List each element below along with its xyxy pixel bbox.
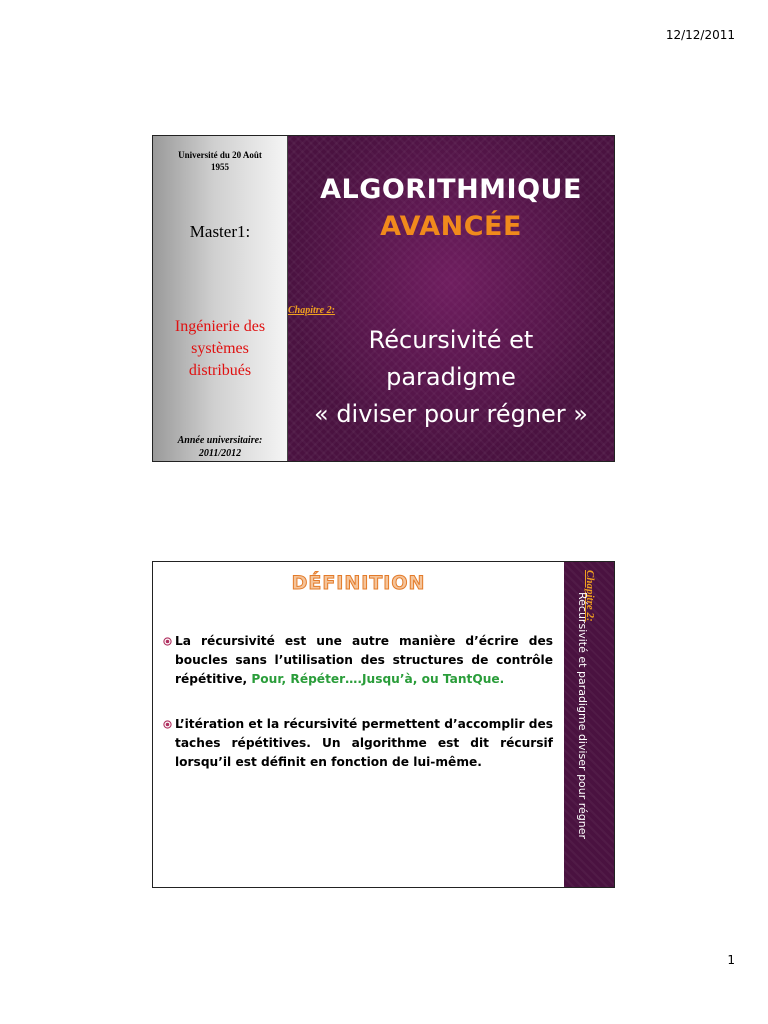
- bullet1-keywords: Pour, Répéter….Jusqu’à, ou TantQue.: [251, 672, 505, 686]
- university-name: [153, 149, 287, 173]
- chapter-label: Chapitre 2:: [288, 305, 335, 316]
- definition-slide: [152, 561, 615, 888]
- title-slide: [152, 135, 615, 462]
- chapter-title-line1: Récursivité et: [368, 326, 534, 354]
- page-number: 1: [727, 953, 735, 967]
- bullet-item: [163, 715, 553, 772]
- side-chapter-text: Chapitre 2:: [584, 570, 596, 622]
- speciality-line3: distribués: [188, 362, 252, 379]
- university-line2: 1955: [211, 162, 229, 172]
- speciality-line1: Ingénierie des: [174, 318, 266, 335]
- definition-slide-sidebar: [564, 562, 614, 887]
- definition-title: DÉFINITION: [291, 572, 426, 594]
- course-title-line2: AVANCÉE: [380, 211, 522, 242]
- side-chapter-title: Récursivité et paradigme diviser pour régner: [576, 592, 589, 840]
- definition-slide-content: [153, 562, 564, 887]
- university-line1: Université du 20 Août: [178, 150, 262, 160]
- bullet-item: [163, 632, 553, 689]
- title-slide-sidebar: [153, 136, 288, 461]
- chapter-title: [288, 322, 614, 433]
- master-label: Master1:: [189, 222, 251, 241]
- academic-year: [153, 434, 287, 460]
- bullet-list: [163, 632, 553, 798]
- academic-year-label: Année universitaire:: [177, 435, 263, 446]
- page-date: 12/12/2011: [665, 28, 735, 42]
- chapter-title-line2: paradigme: [386, 363, 516, 391]
- bullet-circle-icon: [163, 720, 172, 729]
- course-title-line1: ALGORITHMIQUE: [320, 174, 582, 205]
- speciality: [153, 316, 287, 382]
- chapter-title-line3: « diviser pour régner »: [314, 400, 588, 428]
- speciality-line2: systèmes: [191, 340, 249, 357]
- academic-year-value: 2011/2012: [198, 448, 242, 459]
- bullet1-text: La récursivité est une autre manière d’écrire des boucles sans l’utilisation des structures de contrôle répétitive,: [175, 634, 553, 686]
- bullet2-text: L’itération et la récursivité permettent d’accomplir des taches répétitives. Un algorithme est dit récursif lorsqu’il est définit en fonction de lui-même.: [175, 717, 553, 769]
- bullet-circle-icon: [163, 637, 172, 646]
- title-slide-main: [288, 136, 614, 461]
